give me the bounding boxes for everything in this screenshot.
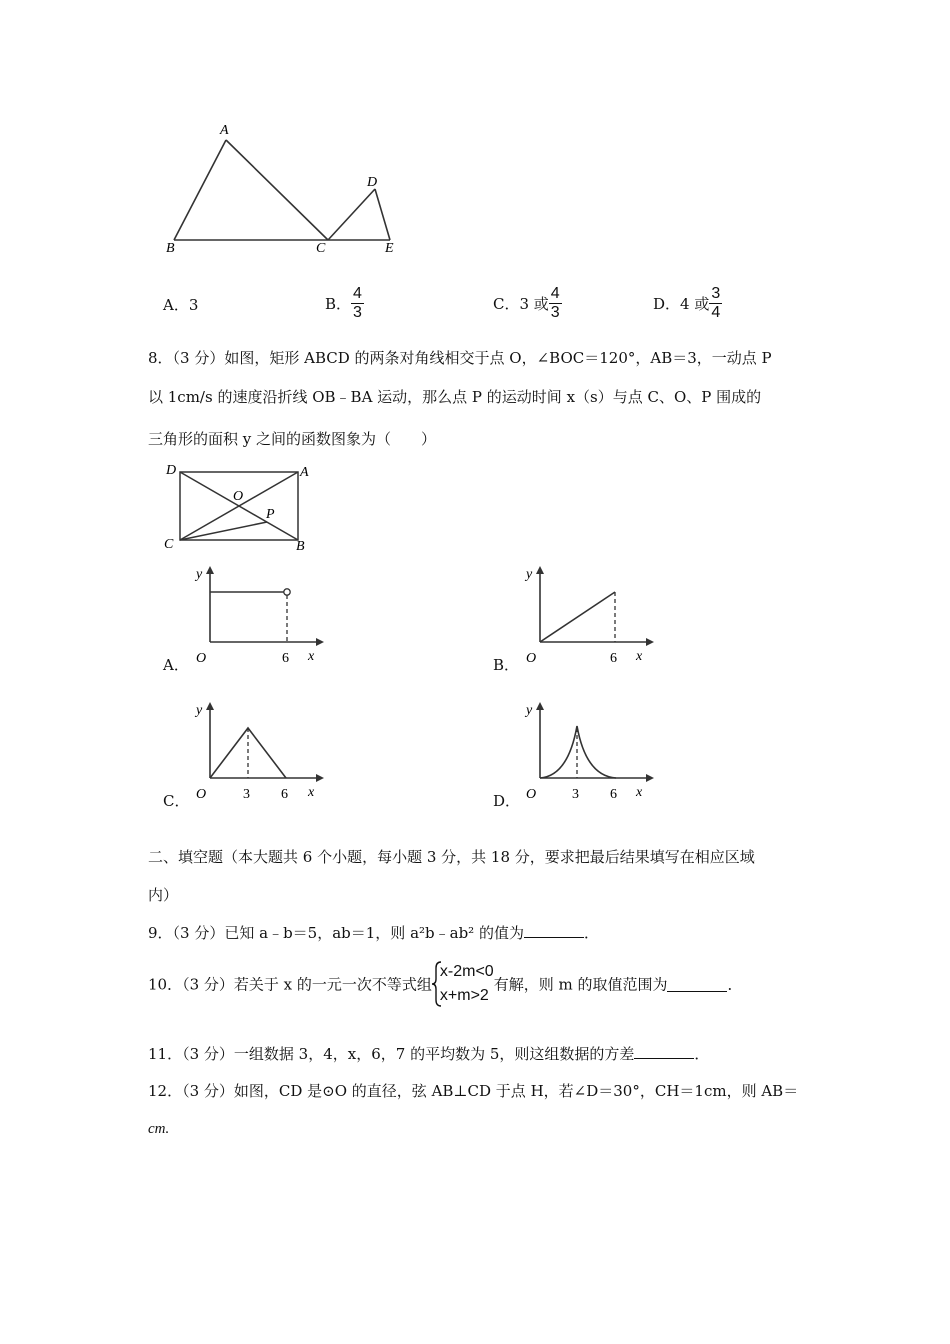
graph-b-x-axis-label: x: [636, 649, 643, 664]
graph-d: [518, 698, 658, 808]
q7-option-a-label: A．: [163, 296, 189, 314]
q7-label-b: B: [166, 241, 175, 256]
q10-brace-icon: [432, 960, 442, 1008]
q7-option-d-label: D．: [653, 295, 681, 313]
q7-option-d-fraction: [709, 285, 722, 322]
q7-option-d-den: 4: [711, 304, 721, 321]
q11-text: 11．（3 分）一组数据 3，4，x，6，7 的平均数为 5，则这组数据的方差: [148, 1045, 635, 1063]
section-2-heading-line-2: 内）: [148, 886, 179, 904]
graph-c-y-axis-label: y: [196, 703, 203, 718]
graph-c-option-label: C．: [163, 792, 190, 810]
q10-inequality-2: x+m>2: [439, 987, 489, 1004]
q8-label-o: O: [233, 489, 244, 504]
q7-option-d-text: 4 或: [680, 295, 710, 313]
graph-b-y-axis-label: y: [526, 567, 533, 582]
q9-text: 9．（3 分）已知 a﹣b＝5，ab＝1，则 a²b﹣ab² 的值为: [148, 924, 524, 942]
q7-label-e: E: [385, 241, 394, 256]
graph-c-tick-6: 6: [281, 787, 288, 802]
q7-option-c-text: 3 或: [519, 295, 549, 313]
q8-label-c: C: [164, 537, 174, 552]
graph-d-tick-3: 3: [572, 787, 579, 802]
graph-b-origin-label: O: [526, 651, 537, 666]
graph-a-option-label: A．: [163, 656, 189, 674]
q10-inequality-system: [432, 960, 494, 1008]
graph-d-option-label: D．: [493, 792, 521, 810]
graph-d-y-axis-label: y: [526, 703, 533, 718]
q10-inequality-1: x-2m<0: [439, 963, 494, 980]
q7-option-b-den: 3: [353, 304, 362, 321]
q7-option-b: [325, 285, 364, 322]
graph-a-origin-label: O: [196, 651, 207, 666]
graph-c-x-axis-label: x: [308, 785, 315, 800]
q7-label-a: A: [220, 123, 229, 138]
q12-line-1: 12．（3 分）如图，CD 是⊙O 的直径，弦 AB⊥CD 于点 H，若∠D＝30°，CH＝1cm，则 AB＝: [148, 1082, 799, 1100]
question-10: [148, 960, 742, 1008]
q7-option-d-num: 3: [711, 285, 721, 302]
q11-answer-blank[interactable]: [634, 1044, 694, 1059]
q8-line-2: 以 1cm/s 的速度沿折线 OB﹣BA 运动，那么点 P 的运动时间 x（s）与点 C、O、P 围成的: [148, 388, 762, 406]
q7-option-c-label: C．: [493, 295, 520, 313]
graph-d-tick-6: 6: [610, 787, 617, 802]
q11-suffix: ．: [694, 1045, 710, 1063]
q7-option-b-fraction: [351, 285, 364, 322]
question-11: [148, 1043, 709, 1064]
q7-option-c-num: 4: [550, 285, 560, 302]
question-9: [148, 922, 599, 943]
graph-b-option-label: B．: [493, 656, 520, 674]
graph-c: [188, 698, 328, 808]
graph-c-tick-3: 3: [243, 787, 250, 802]
q7-option-b-label: B．: [325, 295, 352, 313]
graph-a-tick-6: 6: [282, 651, 289, 666]
q7-option-c: [493, 285, 562, 322]
q7-option-b-num: 4: [353, 285, 362, 302]
q8-label-b: B: [296, 539, 305, 554]
graph-c-origin-label: O: [196, 787, 207, 802]
q7-option-d: [653, 285, 722, 322]
q9-answer-blank[interactable]: [524, 923, 584, 938]
q7-label-c: C: [316, 241, 326, 256]
q8-label-p: P: [266, 507, 275, 522]
q8-label-d: D: [166, 463, 177, 478]
q7-label-d: D: [367, 175, 378, 190]
q7-option-a: [163, 294, 198, 315]
graph-a-x-axis-label: x: [308, 649, 315, 664]
q7-option-c-fraction: [549, 285, 562, 322]
q8-rectangle-figure: [160, 456, 320, 556]
q10-answer-blank[interactable]: [667, 977, 727, 992]
graph-d-x-axis-label: x: [636, 785, 643, 800]
q7-option-c-den: 3: [550, 304, 560, 321]
q9-suffix: ．: [583, 924, 599, 942]
q8-line-1: 8．（3 分）如图，矩形 ABCD 的两条对角线相交于点 O，∠BOC＝120°，AB＝3，一动点 P: [148, 349, 772, 367]
graph-b-tick-6: 6: [610, 651, 617, 666]
graph-b: [518, 562, 658, 672]
graph-a-y-axis-label: y: [196, 567, 203, 582]
q10-text: 10．（3 分）若关于 x 的一元一次不等式组: [148, 975, 432, 994]
q10-suffix: ．: [727, 975, 743, 994]
q10-middle-text: 有解，则 m 的取值范围为: [493, 975, 668, 994]
graph-d-origin-label: O: [526, 787, 537, 802]
q7-option-a-text: 3: [188, 296, 199, 314]
graph-a: [188, 562, 328, 672]
q7-figure: [160, 118, 410, 258]
q8-line-3: 三角形的面积 y 之间的函数图象为（ ）: [148, 430, 437, 448]
q12-line-2: cm.: [148, 1121, 170, 1137]
section-2-heading-line-1: 二、填空题（本大题共 6 个小题，每小题 3 分，共 18 分，要求把最后结果填写在相应区域: [148, 848, 755, 866]
q8-label-a: A: [300, 465, 309, 480]
